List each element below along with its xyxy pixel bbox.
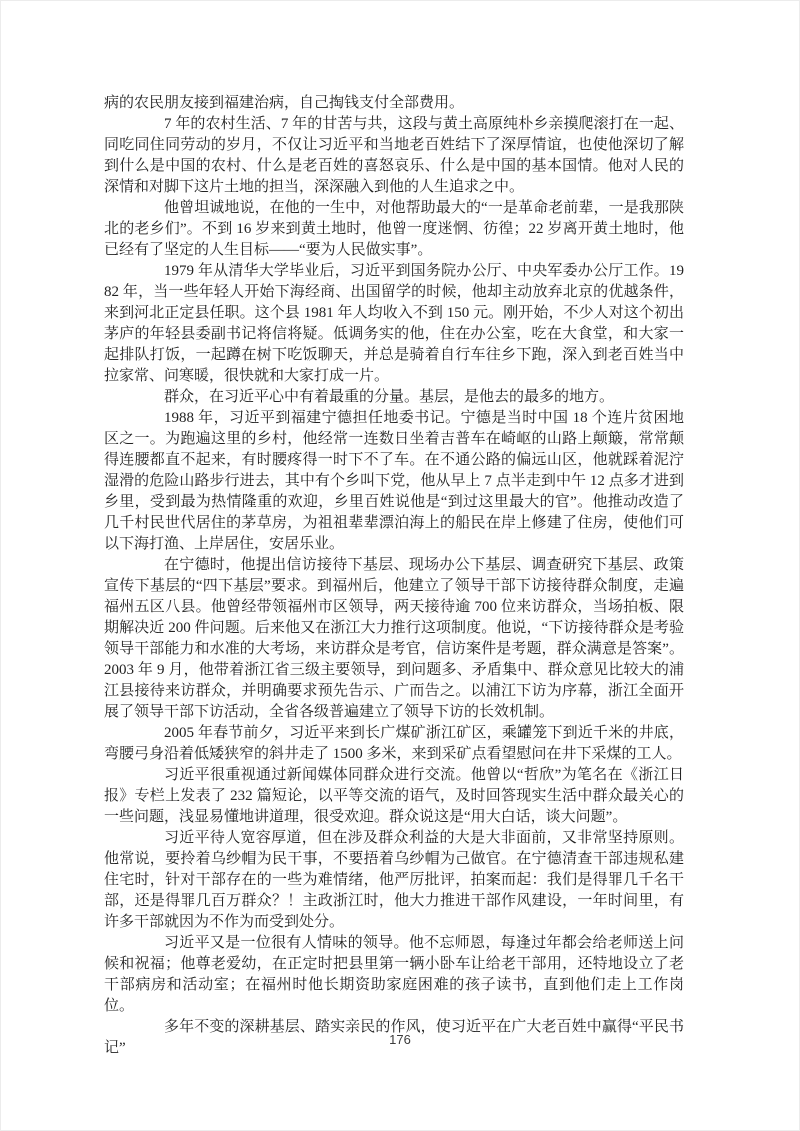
paragraph: 2005 年春节前夕，习近平来到长广煤矿浙江矿区，乘罐笼下到近千米的井底，弯腰弓身沿着低矮狭窄的斜井走了 1500 多米，来到采矿点看望慰问在井下采煤的工人。: [104, 725, 684, 762]
paragraph: 多年不变的深耕基层、踏实亲民的作风，使习近平在广大老百姓中赢得“平民书记”: [104, 1019, 684, 1056]
paragraph: 习近平很重视通过新闻媒体同群众进行交流。他曾以“哲欣”为笔名在《浙江日报》专栏上发表了 232 篇短论，以平等交流的语气，及时回答现实生活中群众最关心的一些问题，浅显易懂地讲道理，很受欢迎。群众说这是“用大白话，谈大问题”。: [104, 767, 684, 825]
paragraph: 他曾坦诚地说，在他的一生中，对他帮助最大的“一是革命老前辈，一是我那陕北的老乡们”。不到 16 岁来到黄土地时，他曾一度迷惘、彷徨；22 岁离开黄土地时，他已经有了坚定的人生目标——“要为人民做实事”。: [104, 200, 684, 258]
paragraph: 1979 年从清华大学毕业后，习近平到国务院办公厅、中央军委办公厅工作。1982 年，当一些年轻人开始下海经商、出国留学的时候，他却主动放弃北京的优越条件，来到河北正定县任职。这个县 1981 年人均收入不到 150 元。刚开始，不少人对这个初出茅庐的年轻县委副书记将信将疑。低调务实的他，住在办公室，吃在大食堂，和大家一起排队打饭，一起蹲在树下吃饭聊天，并总是骑着自行车往乡下跑，深入到老百姓当中拉家常、问寒暖，很快就和大家打成一片。: [104, 263, 684, 384]
paragraph: 习近平待人宽容厚道，但在涉及群众利益的大是大非面前，又非常坚持原则。他常说，要拎着乌纱帽为民干事，不要捂着乌纱帽为己做官。在宁德清查干部违规私建住宅时，针对干部存在的一些为难情绪，他严厉批评，拍案而起：我们是得罪几千名干部，还是得罪几百万群众？！主政浙江时，他大力推进干部作风建设，一年时间里，有许多干部就因为不作为而受到处分。: [104, 830, 684, 930]
paragraph: 习近平又是一位很有人情味的领导。他不忘师恩，每逢过年都会给老师送上问候和祝福；他尊老爱幼，在正定时把县里第一辆小卧车让给老干部用，还特地设立了老干部病房和活动室；在福州时他长期资助家庭困难的孩子读书，直到他们走上工作岗位。: [104, 935, 684, 1014]
page-number: 176: [389, 1032, 411, 1047]
paragraph: 在宁德时，他提出信访接待下基层、现场办公下基层、调查研究下基层、政策宣传下基层的“四下基层”要求。到福州后，他建立了领导干部下访接待群众制度，走遍福州五区八县。他曾经带领福州市区领导，两天接待逾 700 位来访群众，当场拍板、限期解决近 200 件问题。后来他又在浙江大力推行这项制度。他说，“下访接待群众是考验领导干部能力和水准的大考场，来访群众是考官，信访案件是考题，群众满意是答案”。2003 年 9 月，他带着浙江省三级主要领导，到问题多、矛盾集中、群众意见比较大的浦江县接待来访群众，并明确要求预先告示、广而告之。以浦江下访为序幕，浙江全面开展了领导干部下访活动，全省各级普遍建立了领导下访的长效机制。: [104, 557, 684, 720]
body-text: [104, 93, 684, 1059]
paragraph: 群众，在习近平心中有着最重的分量。基层，是他去的最多的地方。: [164, 389, 615, 405]
paragraph: 病的农民朋友接到福建治病，自己掏钱支付全部费用。: [104, 95, 465, 111]
paragraph: 1988 年，习近平到福建宁德担任地委书记。宁德是当时中国 18 个连片贫困地区之一。为跑遍这里的乡村，他经常一连数日坐着吉普车在崎岖的山路上颠簸，常常颠得连腰都直不起来，有时腰疼得一时下不了车。在不通公路的偏远山区，他就踩着泥泞湿滑的危险山路步行进去，其中有个乡叫下党，他从早上 7 点半走到中午 12 点多才进到乡里，受到最为热情隆重的欢迎，乡里百姓说他是“到过这里最大的官”。他推动改造了几千村民世代居住的茅草房，为祖祖辈辈漂泊海上的船民在岸上修建了住房，使他们可以下海打渔、上岸居住，安居乐业。: [104, 410, 684, 552]
paragraph: 7 年的农村生活、7 年的甘苦与共，这段与黄土高原纯朴乡亲摸爬滚打在一起、同吃同住同劳动的岁月，不仅让习近平和当地老百姓结下了深厚情谊，也使他深切了解到什么是中国的农村、什么是老百姓的喜怒哀乐、什么是中国的基本国情。他对人民的深情和对脚下这片土地的担当，深深融入到他的人生追求之中。: [104, 116, 684, 195]
